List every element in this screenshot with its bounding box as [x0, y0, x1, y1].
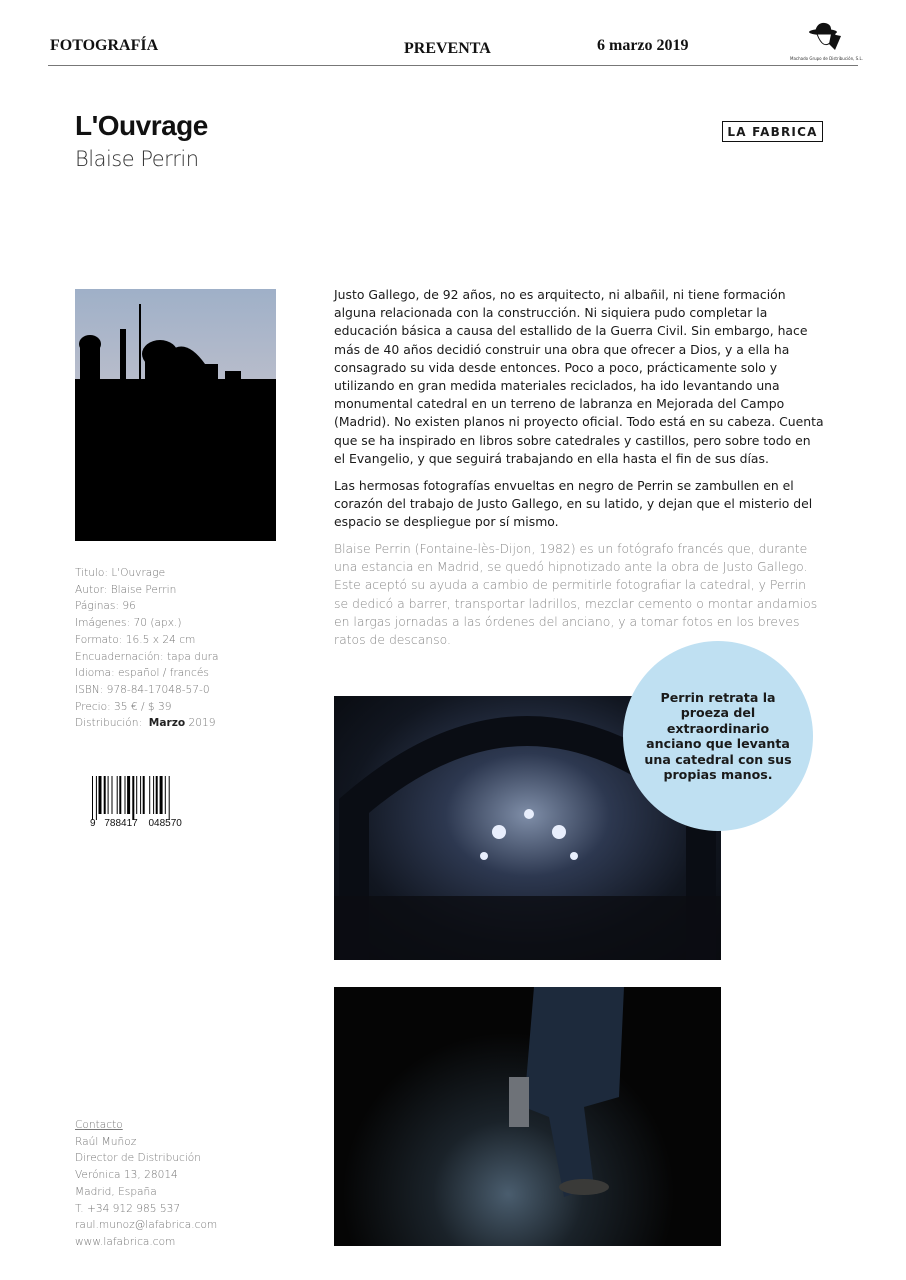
- distribution-year: 2019: [188, 717, 216, 730]
- isbn-barcode: [90, 776, 200, 832]
- release-date: 6 marzo 2019: [597, 37, 689, 54]
- presale-label: PREVENTA: [404, 40, 491, 57]
- spec-language: Idioma: español / francés: [75, 667, 209, 680]
- barcode-digit-first: 9: [90, 818, 96, 829]
- distribution-month: Marzo: [148, 717, 186, 730]
- spec-binding: Encuadernación: tapa dura: [75, 650, 219, 663]
- spec-distribution: [75, 715, 218, 732]
- distributor-logo: [790, 20, 863, 62]
- worker-photo: [334, 987, 721, 1246]
- contact-role: Director de Distribución: [75, 1152, 202, 1165]
- contact-website[interactable]: www.lafabrica.com: [75, 1235, 176, 1248]
- section-label: FOTOGRAFÍA: [50, 37, 159, 54]
- barcode-icon: [90, 776, 200, 820]
- contact-address: Verónica 13, 28014: [75, 1169, 178, 1182]
- description-paragraph-2: Las hermosas fotografías envueltas en negro de Perrin se zambullen en el corazón del trabajo de Justo Gallego, en su latido, y dejan que el misterio del espacio se despliegue por sí mismo.: [334, 478, 813, 530]
- contact-city: Madrid, España: [75, 1185, 157, 1198]
- contact-name: Raúl Muñoz: [75, 1135, 137, 1148]
- contact-heading: Contacto: [75, 1119, 123, 1131]
- cathedral-silhouette-icon: [75, 289, 276, 541]
- distribution-label: Distribución:: [75, 717, 143, 730]
- photographer-bio: Blaise Perrin (Fontaine-lès-Dijon, 1982) es un fotógrafo francés que, durante una estancia en Madrid, se quedó hipnotizado ante la obra de Justo Gallego. Este aceptó su ayuda a cambio de permitirle fotografiar la catedral, y Perrin se dedicó a barrer, transportar ladrillos, mezclar cemento o montar andamios en largas jornadas a las órdenes del anciano, y a tomar fotos en los breves ratos de descanso.: [334, 541, 818, 648]
- book-author: Blaise Perrin: [75, 147, 199, 171]
- contact-email[interactable]: raul.munoz@lafabrica.com: [75, 1219, 218, 1232]
- contact-phone: T. +34 912 985 537: [75, 1202, 181, 1215]
- worker-figure-icon: [334, 987, 721, 1246]
- book-specs: [75, 565, 218, 732]
- header-divider: [48, 65, 858, 66]
- publisher-logo: LA FABRICA: [722, 121, 823, 142]
- hat-man-logo-icon: [805, 20, 845, 52]
- spec-pages: Páginas: 96: [75, 600, 136, 613]
- book-cover-image: [75, 289, 276, 541]
- pull-quote-bubble: [623, 641, 813, 831]
- book-title: L'Ouvrage: [75, 110, 208, 141]
- spec-price: Precio: 35 € / $ 39: [75, 700, 172, 713]
- spec-isbn: ISBN: 978-84-17048-57-0: [75, 683, 210, 696]
- logo-caption: Machado Grupo de Distribución, S.L.: [790, 56, 863, 61]
- pull-quote-text: Perrin retrata la proeza del extraordinario anciano que levanta una catedral con sus propias manos.: [644, 689, 792, 782]
- spec-author: Autor: Blaise Perrin: [75, 583, 177, 596]
- spec-title: Titulo: L'Ouvrage: [75, 567, 166, 579]
- barcode-digits-right: 048570: [148, 818, 182, 829]
- spec-format: Formato: 16.5 x 24 cm: [75, 633, 196, 646]
- barcode-digits-left: 788417: [104, 818, 138, 829]
- description-paragraph-1: Justo Gallego, de 92 años, no es arquitecto, ni albañil, ni tiene formación alguna relacionada con la construcción. Ni siquiera pudo completar la educación básica a causa del estallido de la Guerra Civil. Sin embargo, hace más de 40 años decidió construir una obra que ofrecer a Dios, y a ella ha consagrado su vida desde entonces. Poco a poco, prácticamente solo y utilizando en gran medida materiales reciclados, ha ido levantando una monumental catedral en un terreno de labranza en Mejorada del Campo (Madrid). No existen planos ni proyecto oficial. Todo está en su cabeza. Cuenta que se ha inspirado en libros sobre catedrales y castillos, pero sobre todo en el Evangelio, y que seguirá trabajando en ella hasta el fin de sus días.: [334, 287, 824, 466]
- spec-images: Imágenes: 70 (apx.): [75, 617, 182, 630]
- contact-block: [75, 1117, 217, 1251]
